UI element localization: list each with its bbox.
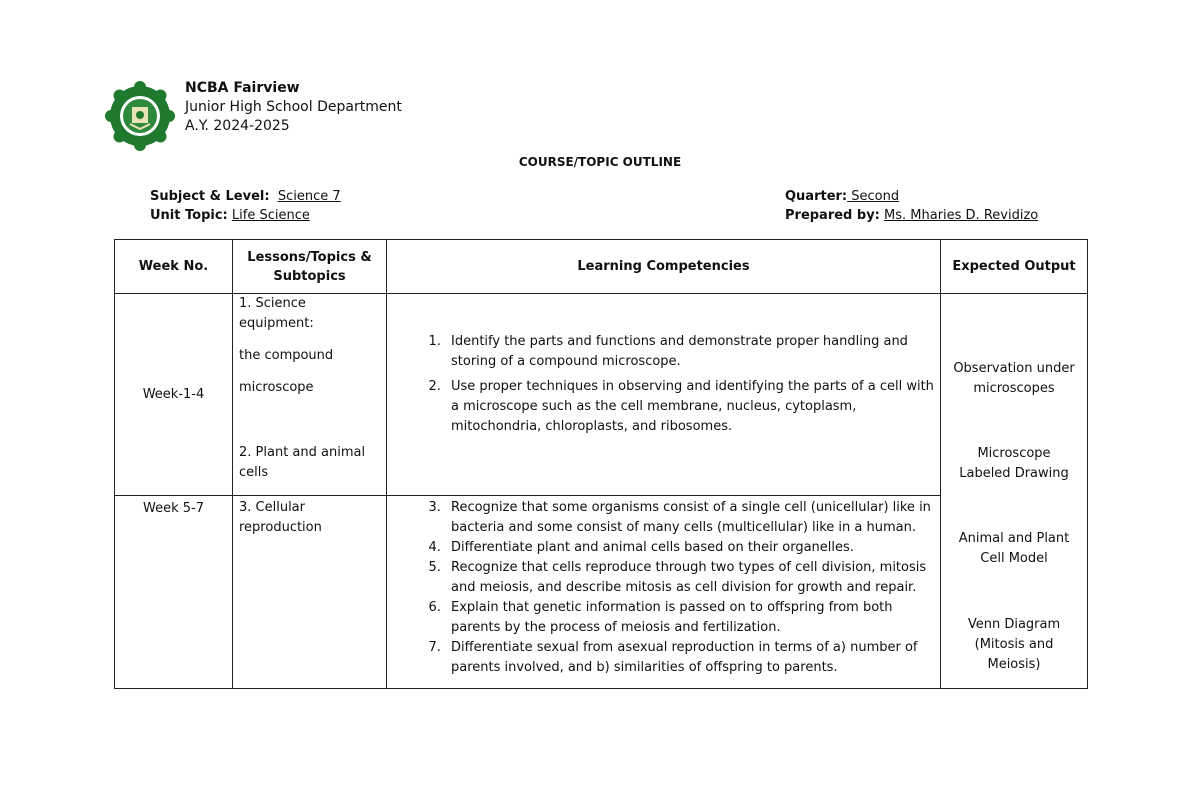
school-header [185,79,402,136]
table-header-row [115,240,1088,294]
competency-item: 4. Differentiate plant and animal cells based on their organelles. [445,538,934,558]
competency-item: 3. Recognize that some organisms consist of a single cell (unicellular) like in bacteria and some consist of many cells (multicellular) like in a human. [445,498,934,538]
department-name: Junior High School Department [185,99,402,115]
competency-item: 7. Differentiate sexual from asexual reproduction in terms of a) number of parents involved, and b) similarities of offspring to parents. [445,638,934,678]
output-text: Labeled Drawing [959,466,1069,481]
lesson-text: microscope [239,380,314,395]
competency-item: 6. Explain that genetic information is passed on to offspring from both parents by the process of meiosis and fertilization. [445,598,934,638]
school-name: NCBA Fairview [185,80,300,96]
table-row [115,294,1088,496]
header-week: Week No. [115,240,233,294]
output-text: Cell Model [980,551,1048,566]
outline-table [114,239,1088,689]
unit-label: Unit Topic: [150,208,228,223]
subject-label: Subject & Level: [150,189,270,204]
lesson-text: reproduction [239,520,322,535]
header-output: Expected Output [941,240,1088,294]
header-lessons: Lessons/Topics & Subtopics [233,240,387,294]
meta-right [785,187,1038,225]
quarter-value: Second [847,189,900,204]
lesson-text: cells [239,465,269,480]
competency-item: 5. Recognize that cells reproduce through two types of cell division, mitosis and meiosis, and describe mitosis as cell division for growth and repair. [445,558,934,598]
output-text: microscopes [973,381,1055,396]
lesson-text: 3. Cellular [239,500,305,515]
prepared-label: Prepared by: [785,208,880,223]
academic-year: A.Y. 2024-2025 [185,118,290,134]
lesson-cell [233,294,387,496]
unit-line [150,206,341,225]
prepared-value: Ms. Mharies D. Revidizo [884,208,1039,223]
unit-value: Life Science [231,208,310,223]
output-text: Observation under [953,361,1075,376]
competency-item: 1. Identify the parts and functions and demonstrate proper handling and storing of a compound microscope. [445,332,934,372]
prepared-line [785,206,1038,225]
quarter-label: Quarter: [785,189,848,204]
lesson-text: equipment: [239,316,314,331]
header-competencies: Learning Competencies [387,240,941,294]
document-title: COURSE/TOPIC OUTLINE [518,155,682,169]
week-cell: Week 5-7 [115,496,233,689]
lesson-text: 1. Science [239,296,306,311]
subject-line [150,187,341,206]
competency-item: 2. Use proper techniques in observing and identifying the parts of a cell with a microscope such as the cell membrane, nucleus, cytoplasm, mitochondria, chloroplasts, and ribosomes. [445,377,934,437]
output-text: Microscope [977,446,1051,461]
subject-value: Science 7 [277,189,341,204]
output-cell [941,294,1088,689]
competencies-cell [387,294,941,496]
output-text: (Mitosis and [974,637,1054,652]
output-text: Animal and Plant [958,531,1070,546]
lesson-cell [233,496,387,689]
week-cell: Week-1-4 [115,294,233,496]
school-logo [104,80,176,152]
output-text: Meiosis) [987,657,1041,672]
quarter-line [785,187,1038,206]
meta-left [150,187,341,225]
lesson-text: the compound [239,348,334,363]
output-text: Venn Diagram [967,617,1061,632]
lesson-text: 2. Plant and animal [239,445,366,460]
competencies-cell [387,496,941,689]
